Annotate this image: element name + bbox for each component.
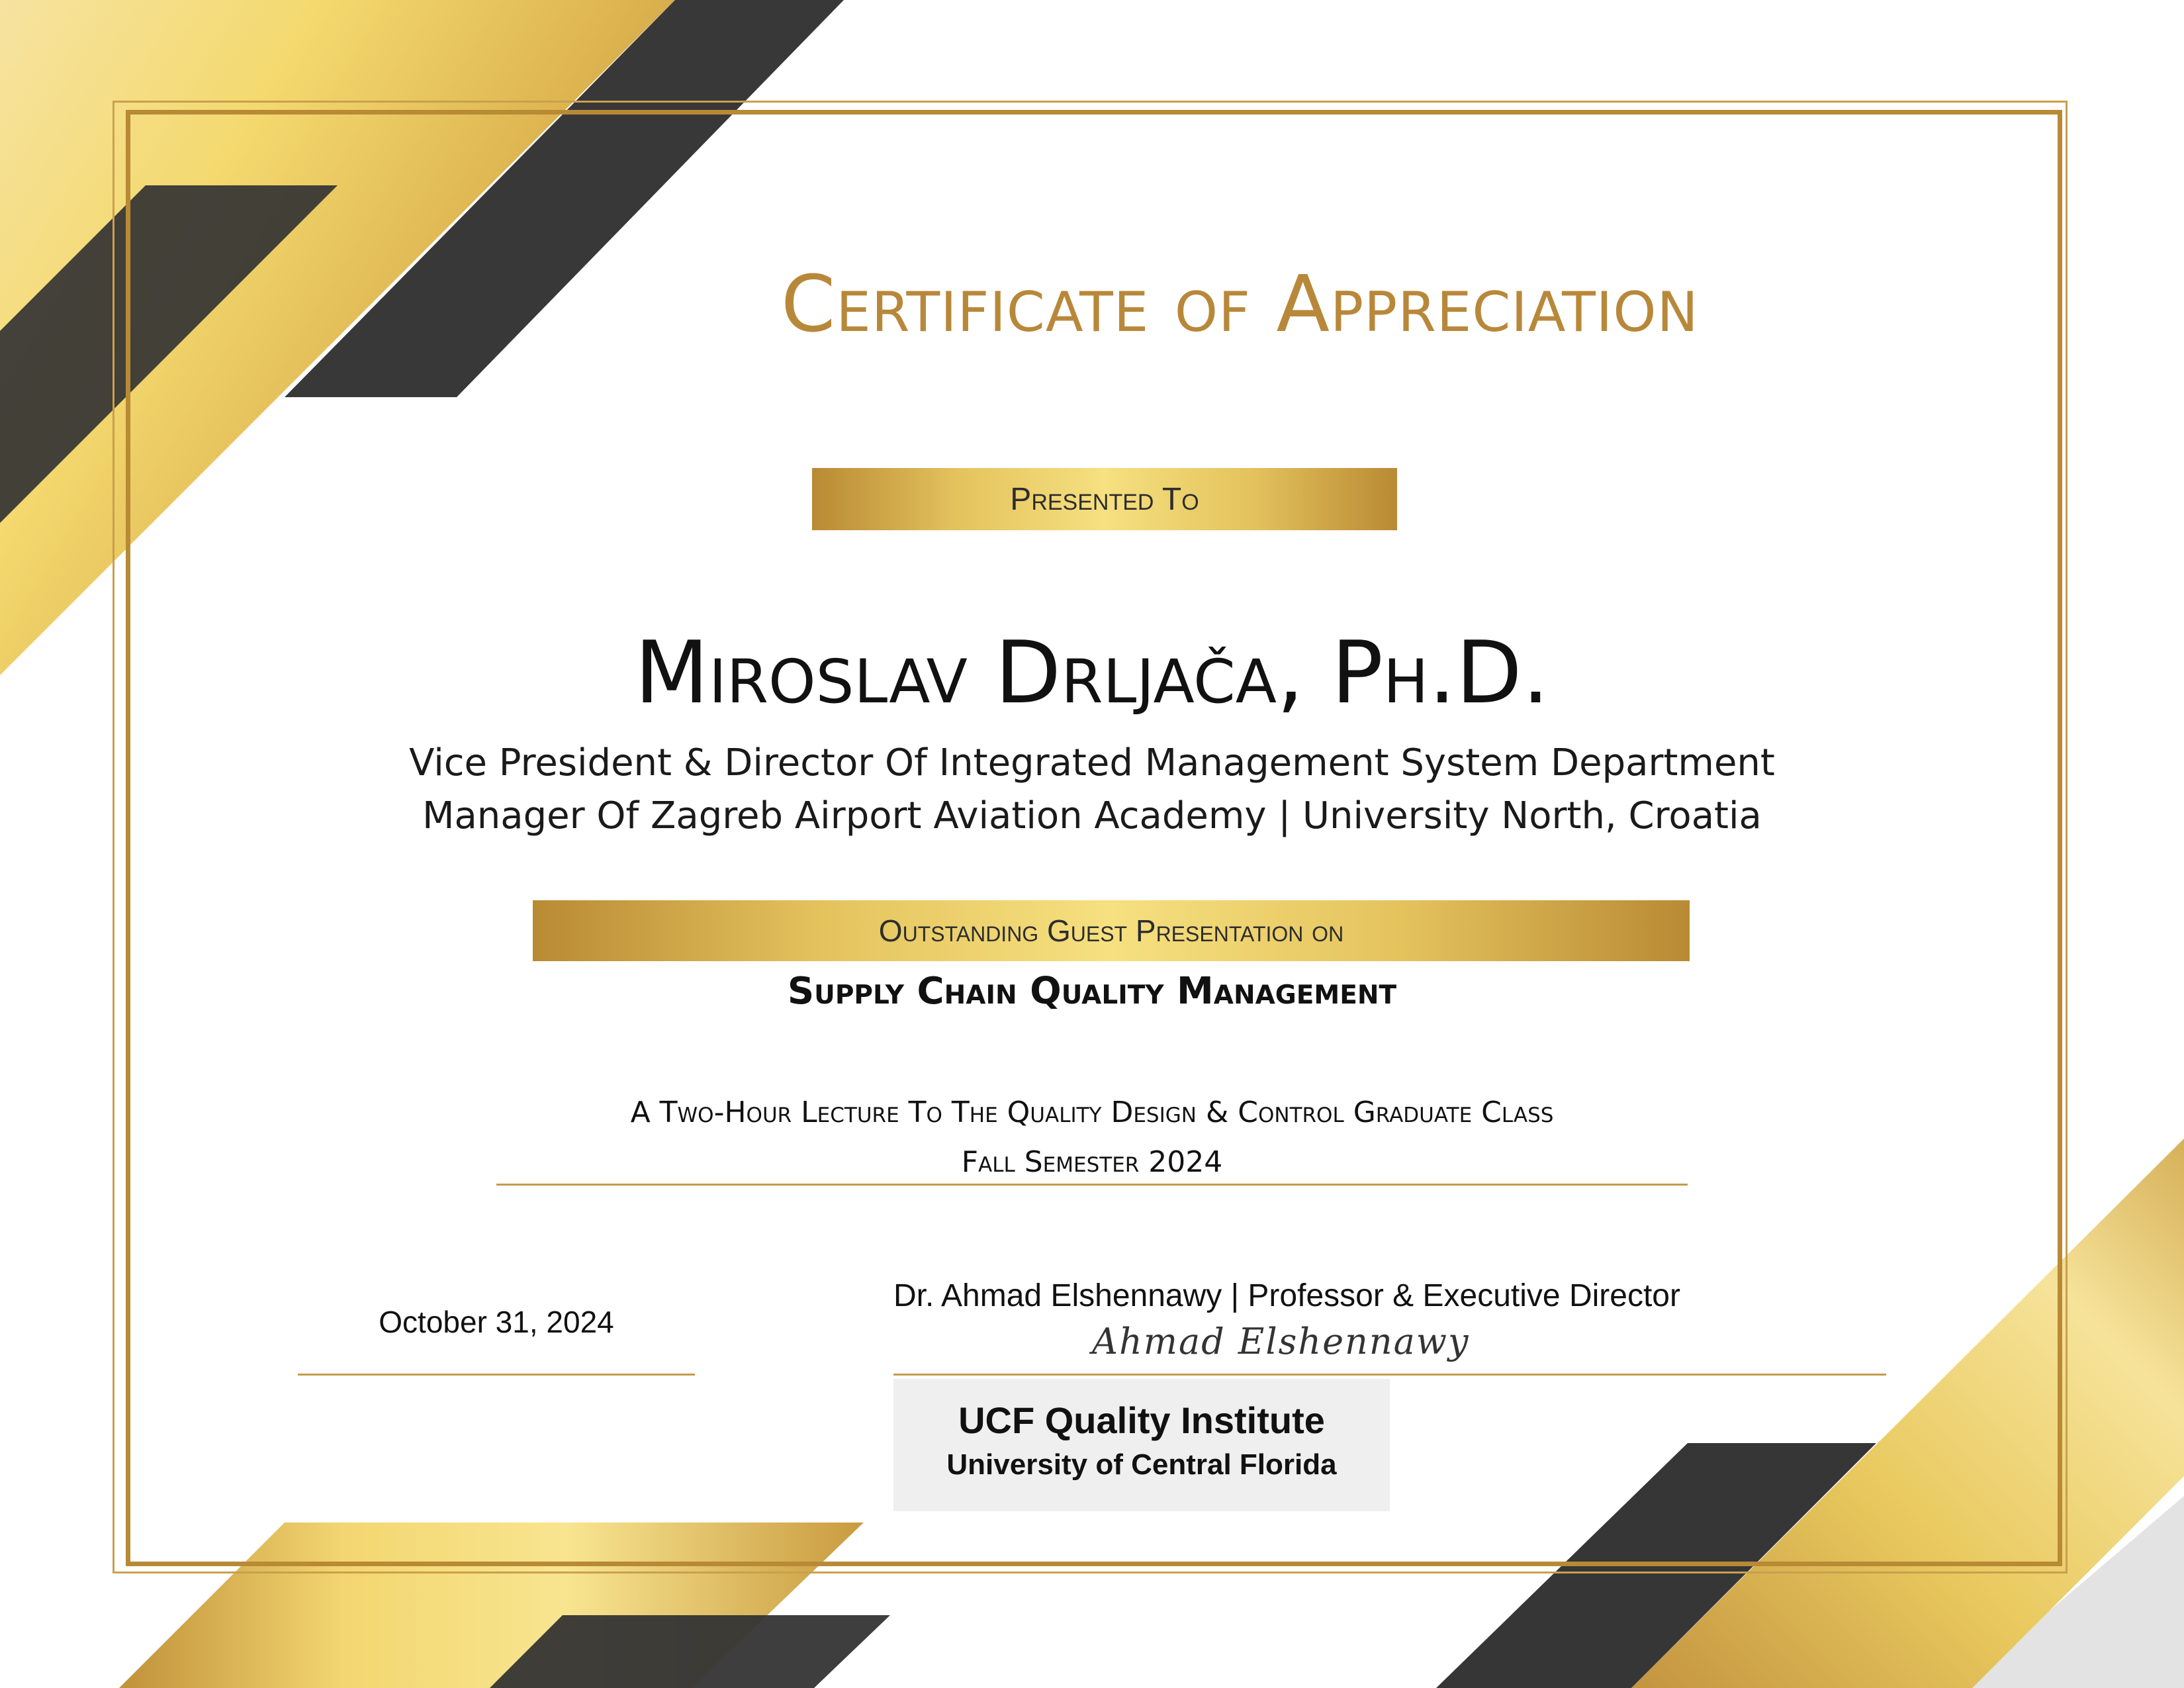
recipient-role-line-1: Vice President & Director Of Integrated Management System Department (409, 741, 1775, 784)
date-underline (298, 1374, 695, 1376)
signer-name-title: Dr. Ahmad Elshennawy | Professor & Executive Director (893, 1278, 1680, 1313)
signature: Ahmad Elshennawy (1092, 1321, 1470, 1362)
institute-box (893, 1379, 1390, 1511)
certificate-date: October 31, 2024 (379, 1305, 614, 1339)
presentation-banner (533, 900, 1690, 961)
presented-to-banner (812, 468, 1397, 530)
university-name: University of Central Florida (946, 1448, 1337, 1481)
recipient-role-line-2: Manager Of Zagreb Airport Aviation Academy | University North, Croatia (422, 794, 1762, 837)
institute-name: UCF Quality Institute (958, 1399, 1325, 1441)
signature-underline (893, 1374, 1886, 1376)
recipient-name: Miroslav Drljača, Ph.D. (634, 622, 1550, 723)
presentation-label: Outstanding Guest Presentation on (878, 914, 1344, 948)
certificate-title: Certificate of Appreciation (781, 258, 1699, 350)
lecture-description: A Two-Hour Lecture To The Quality Design & Control Graduate Class (630, 1096, 1554, 1129)
lecture-divider (496, 1184, 1688, 1186)
semester-label: Fall Semester 2024 (961, 1145, 1223, 1179)
presentation-topic: Supply Chain Quality Management (787, 970, 1397, 1013)
presented-to-label: Presented To (1010, 481, 1199, 517)
